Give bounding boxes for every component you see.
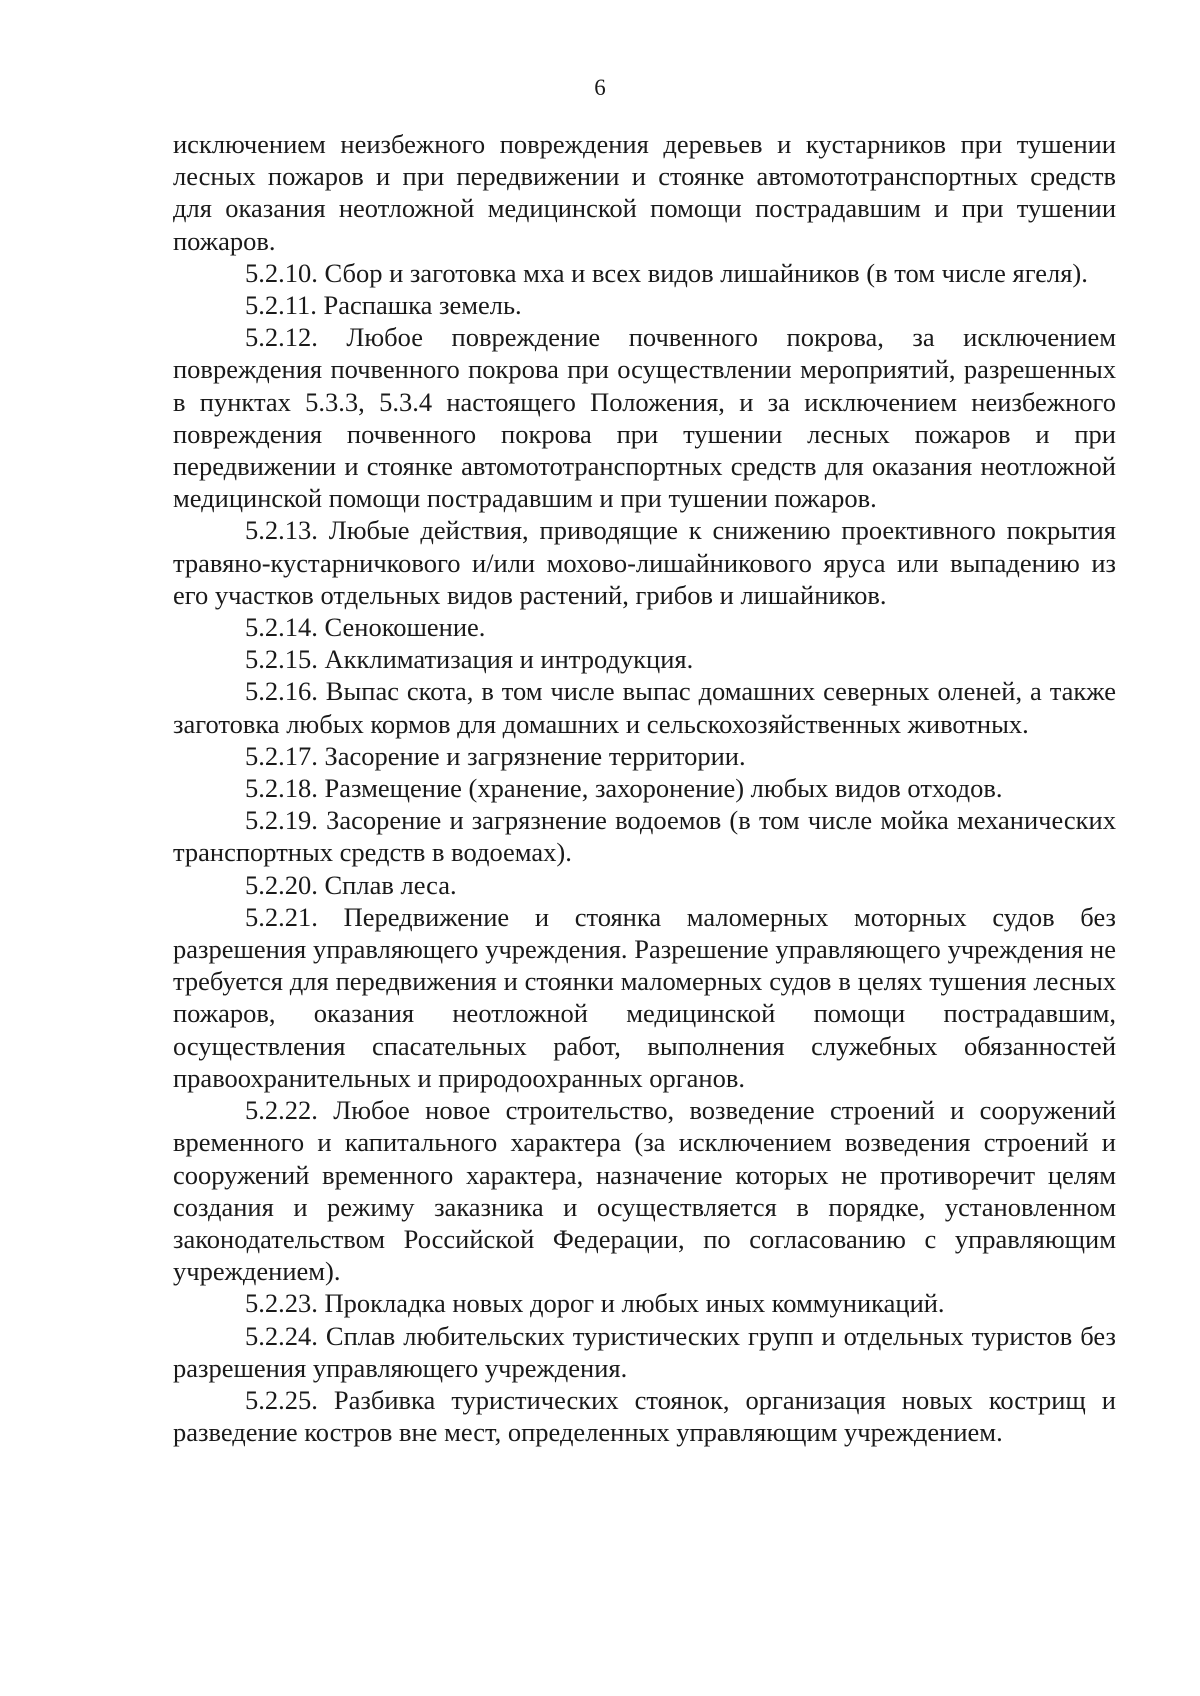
- clause-paragraph: 5.2.12. Любое повреждение почвенного покрова, за исключением повреждения почвенного покрова при осуществлении мероприятий, разрешенных в пунктах 5.3.3, 5.3.4 настоящего Положения, и за исключением неизбежного повреждения почвенного покрова при тушении лесных пожаров и при передвижении и стоянке автомототранспортных средств для оказания неотложной медицинской помощи пострадавшим и при тушении пожаров.: [173, 322, 1116, 514]
- clause-paragraph: 5.2.14. Сенокошение.: [245, 612, 486, 643]
- clause-paragraph: 5.2.21. Передвижение и стоянка маломерных моторных судов без разрешения управляющего учреждения. Разрешение управляющего учреждения не требуется для передвижения и стоянки маломерных судов в целях тушения лесных пожаров, оказания неотложной медицинской помощи пострадавшим, осуществления спасательных работ, выполнения служебных обязанностей правоохранительных и природоохранных органов.: [173, 901, 1116, 1093]
- clause-paragraph: 5.2.13. Любые действия, приводящие к снижению проективного покрытия травяно-кустарничкового и/или мохово-лишайникового яруса или выпадению из его участков отдельных видов растений, грибов и лишайников.: [173, 515, 1116, 610]
- clause-paragraph: 5.2.17. Засорение и загрязнение территории.: [245, 740, 746, 771]
- clause-paragraph: 5.2.15. Акклиматизация и интродукция.: [245, 644, 694, 675]
- continued-paragraph: исключением неизбежного повреждения деревьев и кустарников при тушении лесных пожаров и при передвижении и стоянке автомототранспортных средств для оказания неотложной медицинской помощи пострадавшим и при тушении пожаров.: [173, 129, 1116, 256]
- clause-paragraph: 5.2.25. Разбивка туристических стоянок, организация новых кострищ и разведение костров вне мест, определенных управляющим учреждением.: [173, 1384, 1116, 1448]
- clause-paragraph: 5.2.22. Любое новое строительство, возведение строений и сооружений временного и капитального характера (за исключением возведения строений и сооружений временного характера, назначение которых не противоречит целям создания и режиму заказника и осуществляется в порядке, установленном законодательством Российской Федерации, по согласованию с управляющим учреждением).: [173, 1095, 1116, 1287]
- clause-paragraph: 5.2.24. Сплав любительских туристических групп и отдельных туристов без разрешения управляющего учреждения.: [173, 1320, 1116, 1383]
- clause-paragraph: 5.2.20. Сплав леса.: [245, 869, 457, 900]
- clause-paragraph: 5.2.18. Размещение (хранение, захоронение) любых видов отходов.: [245, 773, 1003, 804]
- page-number: 6: [594, 75, 606, 100]
- clause-paragraph: 5.2.19. Засорение и загрязнение водоемов (в том числе мойка механических транспортных средств в водоемах).: [173, 805, 1116, 868]
- clause-paragraph: 5.2.16. Выпас скота, в том числе выпас домашних северных оленей, а также заготовка любых кормов для домашних и сельскохозяйственных животных.: [173, 676, 1116, 739]
- clause-paragraph: 5.2.10. Сбор и заготовка мха и всех видов лишайников (в том числе ягеля).: [245, 257, 1088, 288]
- clause-paragraph: 5.2.23. Прокладка новых дорог и любых иных коммуникаций.: [245, 1288, 945, 1319]
- clause-paragraph: 5.2.11. Распашка земель.: [245, 290, 522, 321]
- document-body: [173, 128, 1116, 1448]
